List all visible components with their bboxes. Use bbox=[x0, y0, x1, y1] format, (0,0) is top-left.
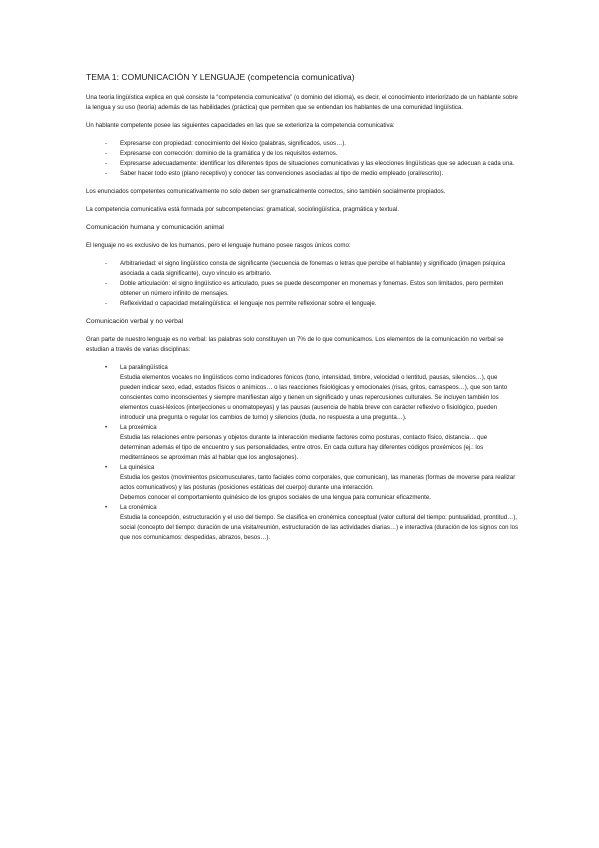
section-heading-comunicacion-humana: Comunicación humana y comunicación animal bbox=[86, 224, 224, 231]
discipline-text: Estudia la concepción, estructuración y el uso del tiempo. Se clasifica en cronémica conceptual (valor cultural del tiempo: puntualidad, prontitud…), social (concepto del tiempo: duración de una visita/reunión, estructuración de las actividades diarias…) e interactiva (duración de los signos con los que nos comunicamos: despedidas, abrazos, besos…). bbox=[120, 514, 519, 541]
list-item: - Expresarse con propiedad: conocimiento del léxico (palabras, significados, usos…). bbox=[86, 139, 518, 149]
discipline-item bbox=[86, 463, 518, 503]
section1-intro: El lenguaje no es exclusivo de los humanos, pero el lenguaje humano posee rasgos únicos como: bbox=[86, 242, 351, 249]
intro-paragraph: Una teoría lingüística explica en qué consiste la “competencia comunicativa” (o dominio del idioma), es decir, el conocimiento interiorizado de un hablante sobre la lengua y su uso (teoría) además de las habilidades (práctica) que permiten que se entiendan los hablantes de una comunidad lingüística. bbox=[86, 94, 518, 111]
capacities-list bbox=[86, 139, 518, 179]
enunciados-paragraph: Los enunciados competentes comunicativamente no solo deben ser gramaticalmente correctos, sino también socialmente propiados. bbox=[86, 188, 446, 195]
discipline-text: Estudia las relaciones entre personas y objetos durante la interacción mediante factores como posturas, contacto físico, distancia… que determinan además el tipo de encuentro y sus personalidades, entre otros. En cada cultura hay diferentes códigos proxémicos (ej.: los mediterráneos se aproximan más al hablar que los anglosajones). bbox=[120, 434, 488, 461]
discipline-text-extra: Debemos conocer el comportamiento quinésico de los grupos sociales de una lengua para comunicar eficazmente. bbox=[120, 494, 431, 501]
discipline-name: • La quinésica bbox=[120, 464, 155, 471]
list-item: - Saber hacer todo esto (plano receptivo) y conocer las convenciones asociadas al tipo de medio empleado (oral/escrito). bbox=[86, 169, 518, 179]
discipline-item bbox=[86, 363, 518, 423]
section2-intro: Gran parte de nuestro lenguaje es no verbal: las palabras solo constituyen un 7% de lo que comunicamos. Los elementos de la comunicación no verbal se estudian a través de varias disciplinas: bbox=[86, 336, 504, 353]
document-title: TEMA 1: COMUNICACIÓN Y LENGUAJE (competencia comunicativa) bbox=[86, 72, 355, 82]
discipline-name: • La proxémica bbox=[120, 424, 157, 431]
capacities-intro: Un hablante competente posee las siguientes capacidades en las que se exterioriza la competencia comunicativa: bbox=[86, 122, 395, 129]
list-item: - Expresarse adecuadamente: identificar los diferentes tipos de situaciones comunicativas y las elecciones lingüísticas que se adecuan a cada una. bbox=[86, 159, 518, 169]
discipline-item bbox=[86, 423, 518, 463]
discipline-name: • La cronémica bbox=[120, 504, 157, 511]
list-item: - Reflexividad o capacidad metalingüística: el lenguaje nos permite reflexionar sobre el lenguaje. bbox=[86, 299, 518, 309]
disciplines-list bbox=[86, 363, 518, 543]
section-heading-comunicacion-verbal: Comunicación verbal y no verbal bbox=[86, 318, 184, 325]
subcompetencias-paragraph: La competencia comunicativa está formada por subcompetencias: gramatical, sociolingüística, pragmática y textual. bbox=[86, 206, 399, 213]
discipline-text: Estudia elementos vocales no lingüísticos como indicadores fónicos (tono, intensidad, timbre, velocidad o lentitud, pausas, silencios…), que pueden indicar sexo, edad, estados físicos o anímicos… o las reacciones fisiológicas y emocionales (risas, gritos, carraspeos…), que son tanto conscientes como inconscientes y siempre manifiestan algo y tienen un significado y unas repercusiones culturales. Se incluyen también los elementos cuasi-léxicos (interjecciones u onomatopeyas) y las pausas (ausencia de habla breve con carácter reflexivo o fisiológico, pueden introducir una pregunta o regular los cambios de turno) y silencios (duda, no respuesta a una pregunta…). bbox=[120, 374, 508, 421]
discipline-item bbox=[86, 503, 518, 543]
list-item: - Arbitrariedad: el signo lingüístico consta de significante (secuencia de fonemas o letras que percibe el hablante) y significado (imagen psíquica asociada a cada significante), cuyo vínculo es arbitrario. bbox=[86, 259, 518, 279]
discipline-text: Estudia los gestos (movimientos psicomusculares, tanto faciales como corporales, que comunican), las maneras (formas de moverse para realizar actos comunicativos) y las posturas (posiciones estáticas del cuerpo) durante una interacción. bbox=[120, 474, 516, 491]
document-content bbox=[86, 72, 518, 543]
list-item: - Doble articulación: el signo lingüístico es articulado, pues se puede descomponer en monemas y fonemas. Estos son limitados, pero permiten obtener un número infinito de mensajes. bbox=[86, 279, 518, 299]
rasgos-list bbox=[86, 259, 518, 309]
list-item: - Expresarse con corrección: dominio de la gramática y de los requisitos externos. bbox=[86, 149, 518, 159]
discipline-name: • La paralingüística bbox=[120, 364, 168, 371]
